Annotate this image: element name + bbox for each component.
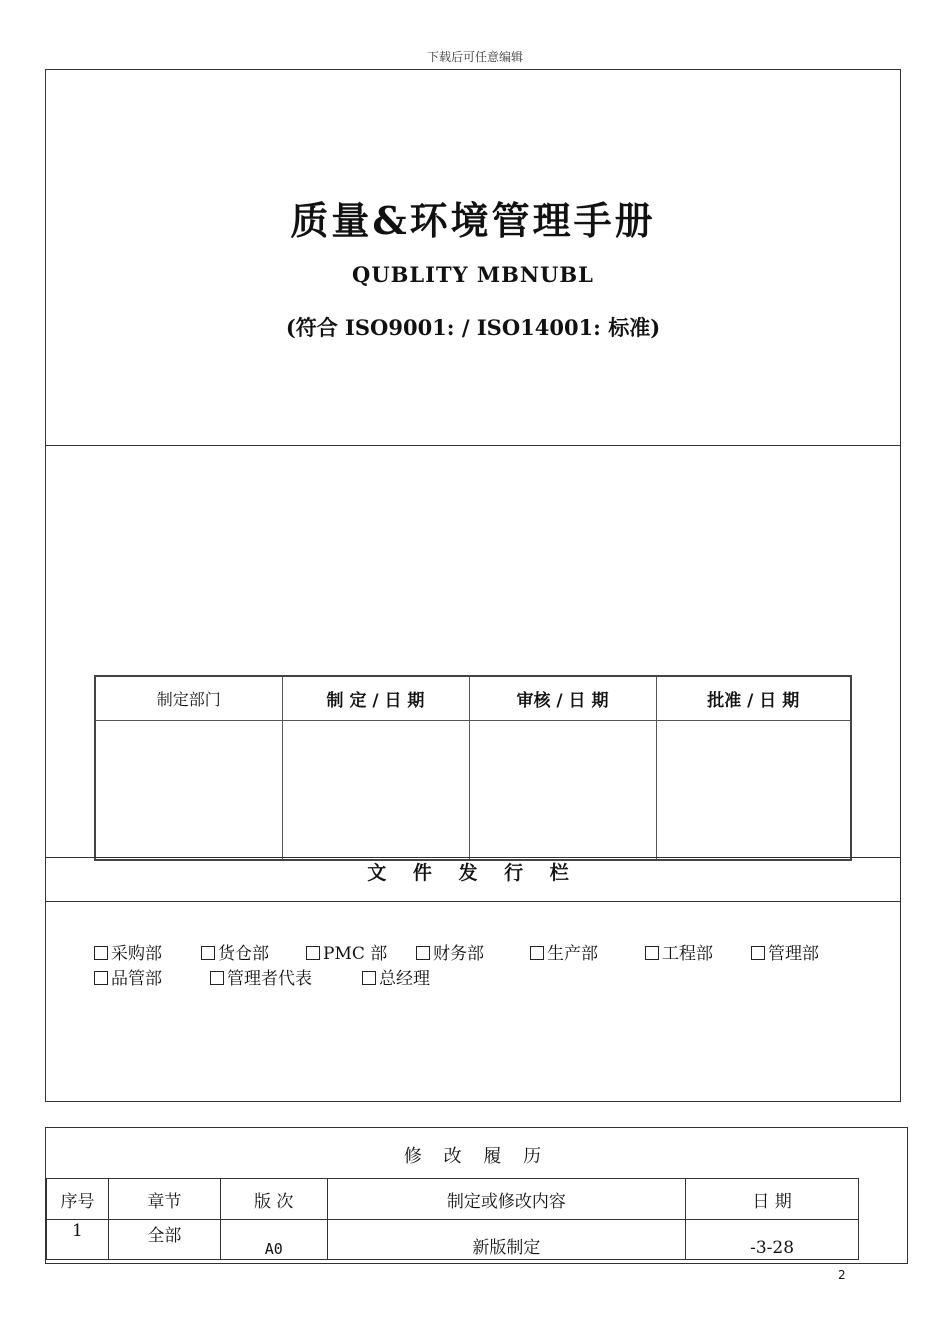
- cover-frame: [45, 69, 901, 1102]
- dept-engineering[interactable]: 工程部: [645, 939, 713, 964]
- checkbox-icon: [530, 946, 544, 960]
- signoff-cell-approve[interactable]: [656, 721, 851, 861]
- history-title: 修 改 履 历: [403, 1146, 550, 1167]
- history-col-content: 制定或修改内容: [327, 1179, 686, 1220]
- signoff-header-dept: 制定部门: [95, 676, 282, 721]
- checkbox-icon: [201, 946, 215, 960]
- dept-quality[interactable]: 品管部: [94, 964, 162, 989]
- signoff-cell-author[interactable]: [282, 721, 469, 861]
- dept-production[interactable]: 生产部: [530, 939, 598, 964]
- checkbox-icon: [94, 946, 108, 960]
- history-table: [46, 1178, 859, 1260]
- dept-finance[interactable]: 财务部: [416, 939, 484, 964]
- dept-mgmt-rep[interactable]: 管理者代表: [210, 964, 312, 989]
- checkbox-icon: [645, 946, 659, 960]
- dept-general-manager[interactable]: 总经理: [362, 964, 430, 989]
- header-note: 下载后可任意编辑: [426, 50, 523, 64]
- signoff-header-review: 审核 / 日 期: [469, 676, 656, 721]
- signoff-table: [94, 675, 852, 861]
- dept-management[interactable]: 管理部: [751, 939, 819, 964]
- dept-pmc[interactable]: PMC 部: [306, 939, 387, 964]
- history-cell-chapter: 全部: [108, 1220, 220, 1260]
- table-row: [47, 1220, 859, 1260]
- signoff-header-approve: 批准 / 日 期: [656, 676, 851, 721]
- checkbox-icon: [362, 971, 376, 985]
- checkbox-icon: [751, 946, 765, 960]
- signoff-cell-review[interactable]: [469, 721, 656, 861]
- checkbox-icon: [210, 971, 224, 985]
- revision-history: [45, 1127, 908, 1264]
- history-col-chapter: 章节: [108, 1179, 220, 1220]
- dept-warehouse[interactable]: 货仓部: [201, 939, 269, 964]
- checkbox-icon: [306, 946, 320, 960]
- dept-purchasing[interactable]: 采购部: [94, 939, 162, 964]
- divider: [46, 445, 900, 446]
- checkbox-icon: [94, 971, 108, 985]
- history-cell-no: 1: [47, 1220, 109, 1260]
- signoff-cell-dept[interactable]: [95, 721, 282, 861]
- history-cell-content: 新版制定: [327, 1220, 686, 1260]
- page-number: 2: [838, 1268, 846, 1282]
- distribution-title: 文 件 发 行 栏: [367, 862, 579, 884]
- standard-line: (符合 ISO9001: / ISO14001: 标准): [285, 315, 661, 340]
- signoff-header-author: 制 定 / 日 期: [282, 676, 469, 721]
- divider: [46, 901, 900, 902]
- history-col-no: 序号: [47, 1179, 109, 1220]
- checkbox-icon: [416, 946, 430, 960]
- history-col-version: 版 次: [220, 1179, 327, 1220]
- history-cell-date: -3-28: [686, 1220, 859, 1260]
- manual-title: 质量&环境管理手册: [290, 198, 656, 243]
- history-cell-version: A0: [220, 1220, 327, 1260]
- manual-subtitle: QUBLITY MBNUBL: [352, 262, 594, 287]
- history-col-date: 日 期: [686, 1179, 859, 1220]
